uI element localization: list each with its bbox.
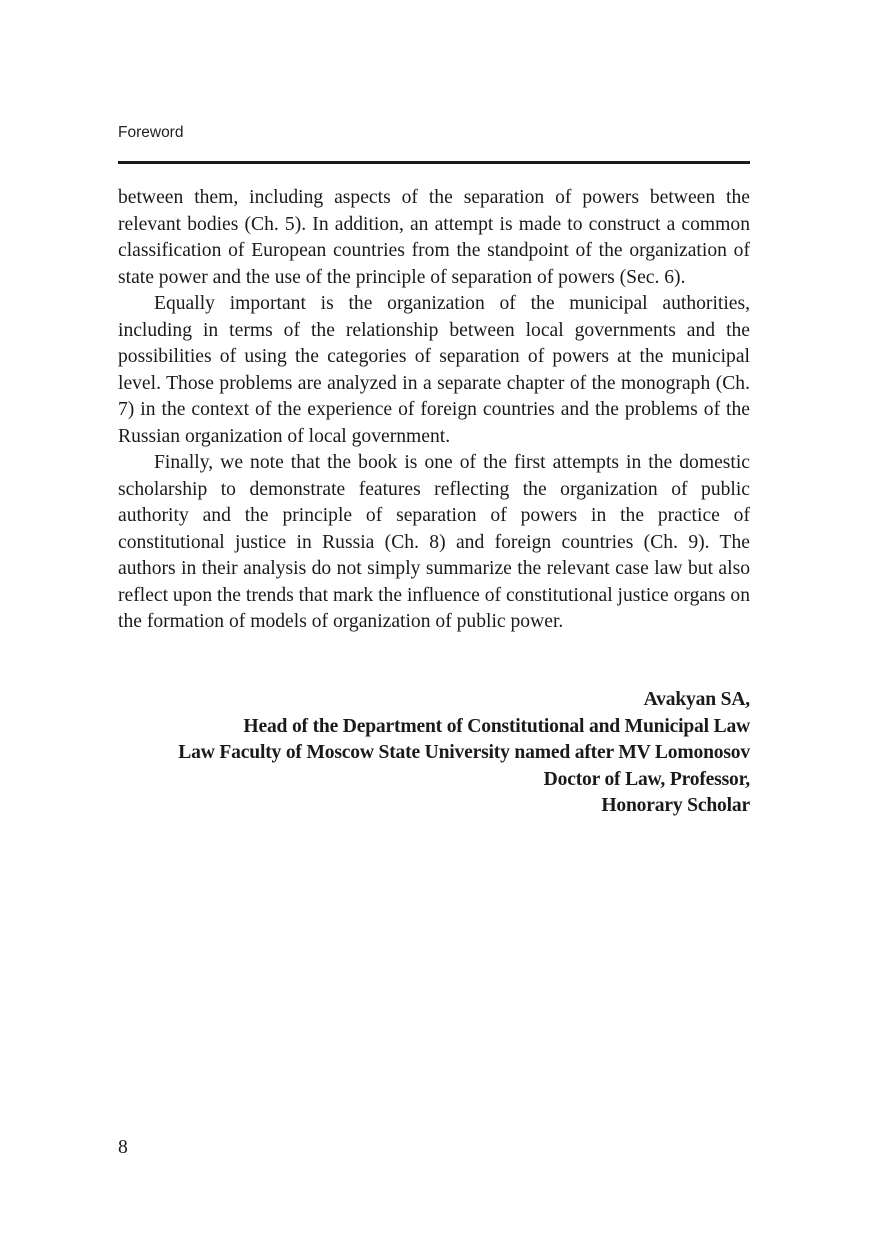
paragraph-constitutional-justice: Finally, we note that the book is one of the first attempts in the domestic scholarship to demonstrate features reflecting the organization of public authority and the principle of separation of powers in the practice of constitutional justice in Russia (Ch. 8) and foreign countries (Ch. 9). The authors in their analysis do not simply summarize the relevant case law but also reflect upon the trends that mark the influence of constitutional justice organs on the formation of models of organization of public power. (118, 452, 750, 632)
header-rule (118, 161, 750, 164)
signature-degree: Doctor of Law, Professor, (543, 768, 750, 790)
signature-block (118, 687, 750, 820)
paragraph-municipal-authorities: Equally important is the organization of the municipal authorities, including in terms of the relationship between local governments and the possibilities of using the categories of separation of powers at the municipal level. Those problems are analyzed in a separate chapter of the monograph (Ch. 7) in the context of the experience of foreign countries and the problems of the Russian organization of local government. (118, 293, 750, 447)
running-head: Foreword (118, 124, 184, 141)
signature-name: Avakyan SA, (643, 689, 750, 710)
body-text (118, 185, 750, 636)
paragraph-continuation: between them, including aspects of the separation of powers between the relevant bodies (Ch. 5). In addition, an attempt is made to construct a common classification of European countries from the standpoint of the organization of state power and the use of the principle of separation of powers (Sec. 6). (118, 187, 750, 288)
page-number: 8 (118, 1137, 128, 1158)
signature-position: Head of the Department of Constitutional and Municipal Law (243, 715, 750, 737)
signature-institution: Law Faculty of Moscow State University named after MV Lomonosov (178, 742, 750, 763)
signature-title: Honorary Scholar (601, 795, 750, 816)
